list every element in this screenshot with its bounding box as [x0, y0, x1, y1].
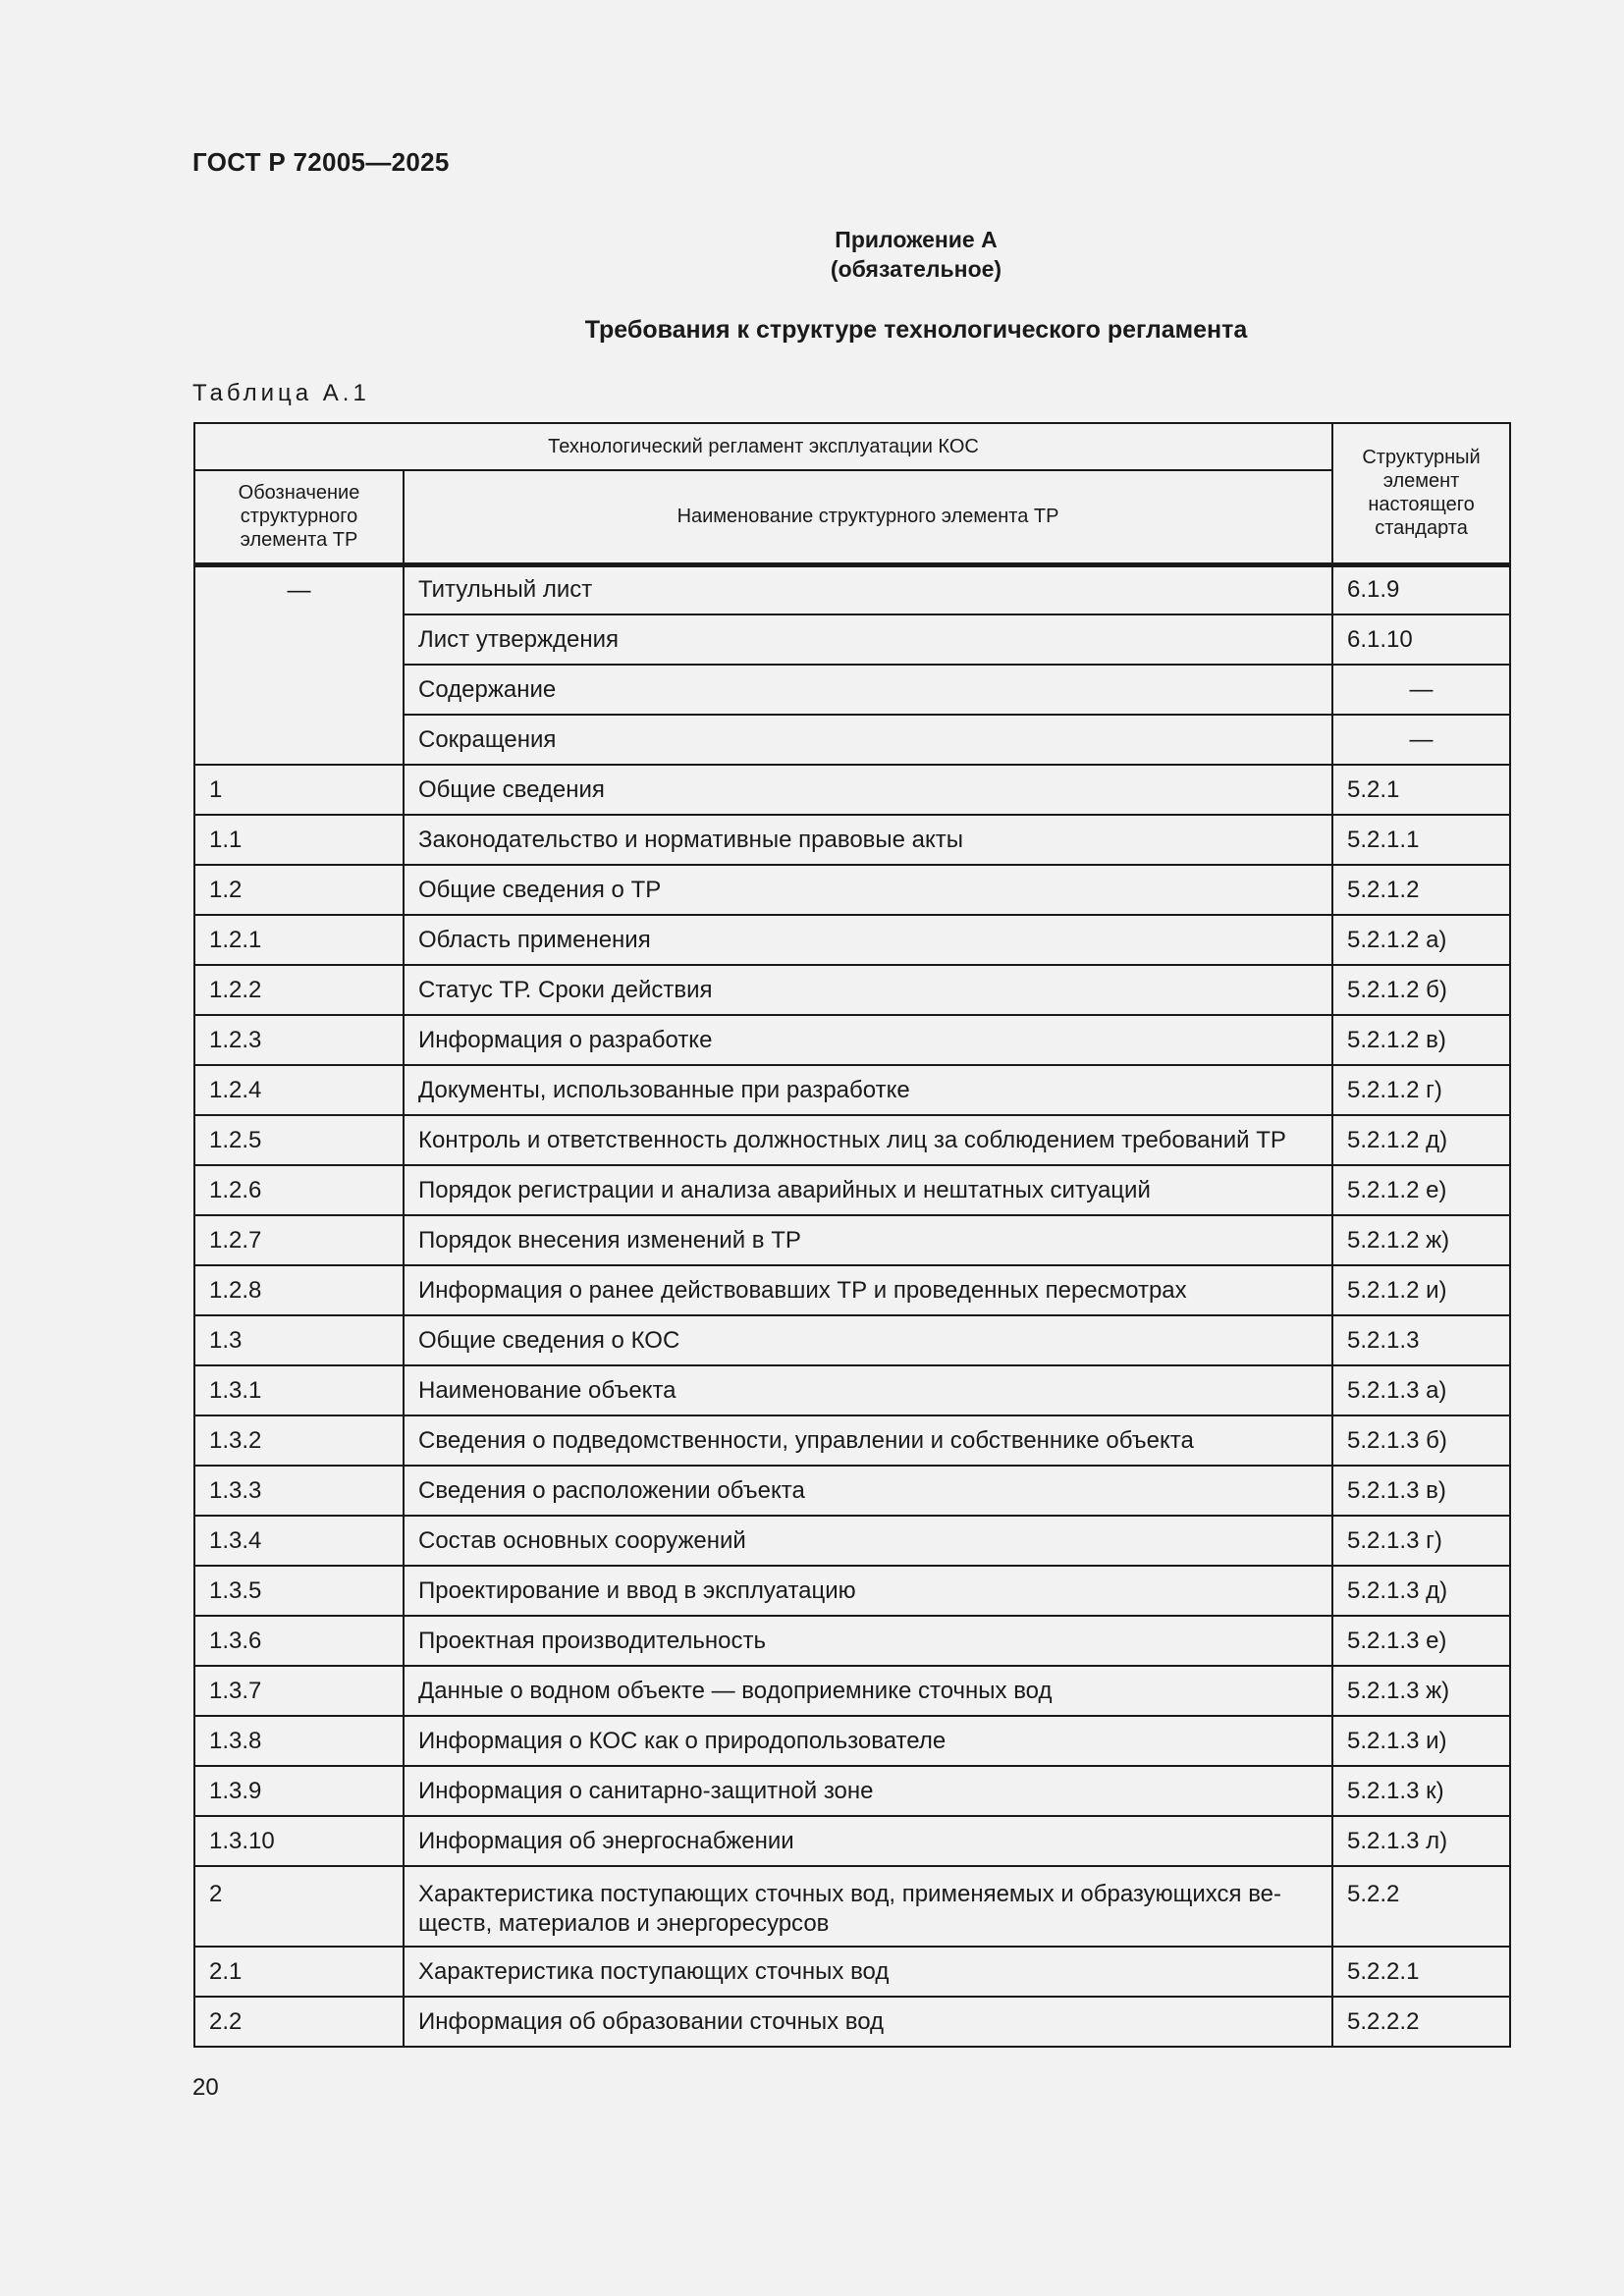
ref-cell: 5.2.1.3 ж) [1332, 1666, 1510, 1716]
ref-cell: 5.2.1.2 е) [1332, 1165, 1510, 1215]
table-row [194, 1947, 1510, 1997]
table-row [194, 1866, 1510, 1947]
page-number: 20 [192, 2074, 219, 2101]
ref-cell: 5.2.1 [1332, 765, 1510, 815]
designation-cell: 1.2.1 [194, 915, 404, 965]
designation-cell: 1.3.9 [194, 1766, 404, 1816]
designation-cell: 1.2.5 [194, 1115, 404, 1165]
name-cell: Область применения [404, 915, 1332, 965]
name-cell: Сведения о расположении объекта [404, 1466, 1332, 1516]
designation-cell: 1.2.6 [194, 1165, 404, 1215]
ref-cell: 5.2.2 [1332, 1866, 1510, 1947]
name-cell: Информация о ранее действовавших ТР и проведенных пересмотрах [404, 1265, 1332, 1315]
ref-cell: 5.2.1.2 б) [1332, 965, 1510, 1015]
designation-cell: 1.2 [194, 865, 404, 915]
designation-cell: 1.3.8 [194, 1716, 404, 1766]
designation-cell: 1.3.7 [194, 1666, 404, 1716]
name-cell: Документы, использованные при разработке [404, 1065, 1332, 1115]
table-subheader-row [194, 470, 1510, 564]
table-row [194, 1566, 1510, 1616]
name-cell: Общие сведения [404, 765, 1332, 815]
designation-cell: 1.3.3 [194, 1466, 404, 1516]
name-cell: Титульный лист [404, 564, 1332, 614]
table-row [194, 1666, 1510, 1716]
table-row [194, 1265, 1510, 1315]
designation-cell: 1.2.3 [194, 1015, 404, 1065]
section-title: Требования к структуре технологического регламента [584, 316, 1248, 344]
ref-cell: 5.2.1.3 к) [1332, 1766, 1510, 1816]
designation-cell: 1.3.5 [194, 1566, 404, 1616]
name-cell: Наименование объекта [404, 1365, 1332, 1415]
ref-cell: 5.2.1.3 г) [1332, 1516, 1510, 1566]
name-cell: Проектная производительность [404, 1616, 1332, 1666]
ref-cell: 5.2.1.2 и) [1332, 1265, 1510, 1315]
name-cell: Сокращения [404, 715, 1332, 765]
name-cell: Общие сведения о КОС [404, 1315, 1332, 1365]
ref-cell: 5.2.2.2 [1332, 1997, 1510, 2047]
ref-cell: 5.2.1.2 в) [1332, 1015, 1510, 1065]
table-row [194, 765, 1510, 815]
ref-cell: 5.2.1.2 г) [1332, 1065, 1510, 1115]
col-standard-header: Структурный элемент настоящего стандарта [1332, 423, 1510, 564]
table-row [194, 1415, 1510, 1466]
name-cell: Информация о КОС как о природопользователе [404, 1716, 1332, 1766]
ref-cell: — [1332, 715, 1510, 765]
table-row [194, 1997, 1510, 2047]
name-cell: Проектирование и ввод в эксплуатацию [404, 1566, 1332, 1616]
table-row [194, 1065, 1510, 1115]
name-cell: Общие сведения о ТР [404, 865, 1332, 915]
table-row [194, 1716, 1510, 1766]
designation-cell: 1.3.2 [194, 1415, 404, 1466]
ref-cell: 5.2.1.3 б) [1332, 1415, 1510, 1466]
table-row [194, 815, 1510, 865]
table-row [194, 1516, 1510, 1566]
table-row [194, 1816, 1510, 1866]
appendix-status: (обязательное) [830, 256, 1002, 282]
table-row [194, 1466, 1510, 1516]
name-cell: Характеристика поступающих сточных вод, применяемых и образующихся ве-ществ, материалов и энергоресурсов [404, 1866, 1332, 1947]
designation-cell: 2 [194, 1866, 404, 1947]
table-row [194, 915, 1510, 965]
appendix-title: Приложение А [835, 227, 998, 252]
designation-cell: 1.2.4 [194, 1065, 404, 1115]
name-cell: Информация о санитарно-защитной зоне [404, 1766, 1332, 1816]
designation-cell: 1.2.2 [194, 965, 404, 1015]
name-cell: Лист утверждения [404, 614, 1332, 665]
document-code: ГОСТ Р 72005—2025 [192, 147, 450, 177]
ref-cell: 6.1.10 [1332, 614, 1510, 665]
appendix-heading [0, 225, 1624, 284]
table-row [194, 1115, 1510, 1165]
name-cell: Состав основных сооружений [404, 1516, 1332, 1566]
ref-cell: 5.2.1.3 [1332, 1315, 1510, 1365]
table-row [194, 1365, 1510, 1415]
table-row [194, 564, 1510, 614]
name-cell: Порядок регистрации и анализа аварийных и нештатных ситуаций [404, 1165, 1332, 1215]
ref-cell: — [1332, 665, 1510, 715]
ref-cell: 5.2.1.1 [1332, 815, 1510, 865]
ref-cell: 5.2.1.3 л) [1332, 1816, 1510, 1866]
ref-cell: 5.2.1.3 д) [1332, 1566, 1510, 1616]
designation-cell: 1 [194, 765, 404, 815]
name-cell: Информация об образовании сточных вод [404, 1997, 1332, 2047]
col-designation-header: Обозначение структурного элемента ТР [194, 470, 404, 564]
designation-cell: 1.2.7 [194, 1215, 404, 1265]
table-row [194, 1766, 1510, 1816]
ref-cell: 5.2.1.2 [1332, 865, 1510, 915]
table-row [194, 1215, 1510, 1265]
name-cell: Характеристика поступающих сточных вод [404, 1947, 1332, 1997]
ref-cell: 5.2.1.3 в) [1332, 1466, 1510, 1516]
ref-cell: 5.2.1.3 е) [1332, 1616, 1510, 1666]
table-row [194, 1616, 1510, 1666]
ref-cell: 6.1.9 [1332, 564, 1510, 614]
designation-cell: 1.2.8 [194, 1265, 404, 1315]
designation-cell: 2.1 [194, 1947, 404, 1997]
designation-cell: 2.2 [194, 1997, 404, 2047]
ref-cell: 5.2.1.2 ж) [1332, 1215, 1510, 1265]
ref-cell: 5.2.1.2 д) [1332, 1115, 1510, 1165]
name-cell: Содержание [404, 665, 1332, 715]
group-header-cell: Технологический регламент эксплуатации КОС [194, 423, 1332, 470]
designation-cell: 1.3.4 [194, 1516, 404, 1566]
table-row [194, 865, 1510, 915]
ref-cell: 5.2.1.3 и) [1332, 1716, 1510, 1766]
name-cell: Контроль и ответственность должностных лиц за соблюдением требований ТР [404, 1115, 1332, 1165]
name-cell: Порядок внесения изменений в ТР [404, 1215, 1332, 1265]
name-cell: Законодательство и нормативные правовые акты [404, 815, 1332, 865]
name-cell: Данные о водном объекте — водоприемнике сточных вод [404, 1666, 1332, 1716]
table-body [194, 423, 1510, 2047]
structure-table [193, 422, 1511, 2048]
designation-cell: 1.3 [194, 1315, 404, 1365]
name-cell: Сведения о подведомственности, управлении и собственнике объекта [404, 1415, 1332, 1466]
table-row [194, 1165, 1510, 1215]
table-row [194, 1015, 1510, 1065]
table-row [194, 1315, 1510, 1365]
table-label: Таблица А.1 [192, 380, 370, 406]
table-header-row [194, 423, 1510, 470]
ref-cell: 5.2.2.1 [1332, 1947, 1510, 1997]
name-cell: Информация о разработке [404, 1015, 1332, 1065]
col-name-header: Наименование структурного элемента ТР [404, 470, 1332, 564]
ref-cell: 5.2.1.2 а) [1332, 915, 1510, 965]
designation-cell: — [194, 564, 404, 765]
ref-cell: 5.2.1.3 а) [1332, 1365, 1510, 1415]
designation-cell: 1.3.6 [194, 1616, 404, 1666]
table-row [194, 965, 1510, 1015]
name-cell: Информация об энергоснабжении [404, 1816, 1332, 1866]
designation-cell: 1.3.1 [194, 1365, 404, 1415]
designation-cell: 1.1 [194, 815, 404, 865]
designation-cell: 1.3.10 [194, 1816, 404, 1866]
name-cell: Статус ТР. Сроки действия [404, 965, 1332, 1015]
